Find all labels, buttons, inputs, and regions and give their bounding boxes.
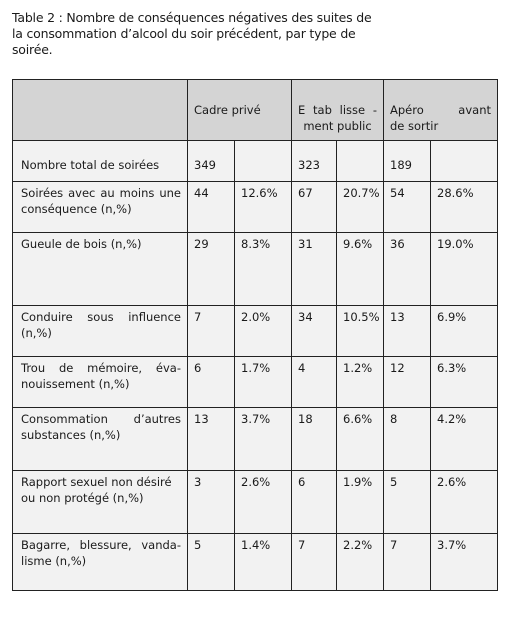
table-cell: 67 bbox=[292, 181, 337, 232]
table-row bbox=[13, 356, 498, 407]
table-caption: Table 2 : Nombre de conséquences négatives des suites de la consommation d’alcool du soir précédent, par type de soirée. bbox=[12, 10, 372, 57]
table-cell: 36 bbox=[384, 232, 431, 305]
table-cell: 189 bbox=[384, 141, 431, 181]
table-cell: 6 bbox=[292, 471, 337, 534]
table-cell: 34 bbox=[292, 305, 337, 356]
table-cell: 18 bbox=[292, 407, 337, 471]
table-cell: 28.6% bbox=[431, 181, 498, 232]
table-cell: 10.5% bbox=[337, 305, 384, 356]
table-row bbox=[13, 141, 498, 181]
table-cell: 7 bbox=[384, 533, 431, 590]
table-row bbox=[13, 305, 498, 356]
header-corner-cell bbox=[13, 80, 188, 141]
table-row bbox=[13, 471, 498, 534]
table-cell: 1.4% bbox=[235, 533, 292, 590]
table-cell: 8.3% bbox=[235, 232, 292, 305]
table-cell: 8 bbox=[384, 407, 431, 471]
row-label: Nombre total de soirées bbox=[13, 141, 188, 181]
table-cell: 7 bbox=[188, 305, 235, 356]
table-cell: 12.6% bbox=[235, 181, 292, 232]
table-cell: 1.7% bbox=[235, 356, 292, 407]
table-cell: 323 bbox=[292, 141, 337, 181]
table-cell: 3.7% bbox=[431, 533, 498, 590]
table-cell: 20.7% bbox=[337, 181, 384, 232]
table-cell: 3.7% bbox=[235, 407, 292, 471]
table-cell: 12 bbox=[384, 356, 431, 407]
row-label: Trou de mémoire, éva-nouissement (n,%) bbox=[13, 356, 188, 407]
table-cell: 2.6% bbox=[431, 471, 498, 534]
table-cell: 1.2% bbox=[337, 356, 384, 407]
header-apero-avant-sortir bbox=[384, 80, 498, 141]
table-header-row bbox=[13, 80, 498, 141]
header-cadre-prive bbox=[188, 80, 292, 141]
table-cell: 6.6% bbox=[337, 407, 384, 471]
row-label: Conduire sous influence (n,%) bbox=[13, 305, 188, 356]
table-cell: 4.2% bbox=[431, 407, 498, 471]
table-cell: 1.9% bbox=[337, 471, 384, 534]
table-cell: 7 bbox=[292, 533, 337, 590]
table-cell: 44 bbox=[188, 181, 235, 232]
table-cell: 6.9% bbox=[431, 305, 498, 356]
consequences-table bbox=[12, 79, 498, 591]
header-cadre-prive-label: Cadre privé bbox=[194, 103, 261, 117]
table-cell: 349 bbox=[188, 141, 235, 181]
table-cell: 29 bbox=[188, 232, 235, 305]
table-cell: 6 bbox=[188, 356, 235, 407]
row-label: Rapport sexuel non désiré ou non protégé (n,%) bbox=[13, 471, 188, 534]
table-cell: 19.0% bbox=[431, 232, 498, 305]
table-cell: 13 bbox=[188, 407, 235, 471]
table-row bbox=[13, 533, 498, 590]
table-cell: 2.6% bbox=[235, 471, 292, 534]
table-row bbox=[13, 232, 498, 305]
table-cell: 31 bbox=[292, 232, 337, 305]
row-label: Bagarre, blessure, vanda-lisme (n,%) bbox=[13, 533, 188, 590]
header-etablissement-public bbox=[292, 80, 384, 141]
table-row bbox=[13, 407, 498, 471]
row-label: Gueule de bois (n,%) bbox=[13, 232, 188, 305]
table-cell: 6.3% bbox=[431, 356, 498, 407]
table-cell: 5 bbox=[188, 533, 235, 590]
row-label: Consommation d’autres substances (n,%) bbox=[13, 407, 188, 471]
table-cell: 2.0% bbox=[235, 305, 292, 356]
header-apero-line1: Apéro avant bbox=[390, 103, 492, 117]
table-cell: 13 bbox=[384, 305, 431, 356]
table-cell: 3 bbox=[188, 471, 235, 534]
header-apero-line2: de sortir bbox=[390, 119, 439, 133]
table-cell bbox=[337, 141, 384, 181]
header-etablissement-line2: ment public bbox=[303, 119, 372, 133]
table-cell bbox=[431, 141, 498, 181]
table-cell: 2.2% bbox=[337, 533, 384, 590]
table-cell bbox=[235, 141, 292, 181]
table-row bbox=[13, 181, 498, 232]
row-label: Soirées avec au moins une conséquence (n,%) bbox=[13, 181, 188, 232]
table-cell: 54 bbox=[384, 181, 431, 232]
header-etablissement-line1: E tab lisse - bbox=[298, 103, 377, 117]
table-cell: 5 bbox=[384, 471, 431, 534]
table-cell: 4 bbox=[292, 356, 337, 407]
table-cell: 9.6% bbox=[337, 232, 384, 305]
